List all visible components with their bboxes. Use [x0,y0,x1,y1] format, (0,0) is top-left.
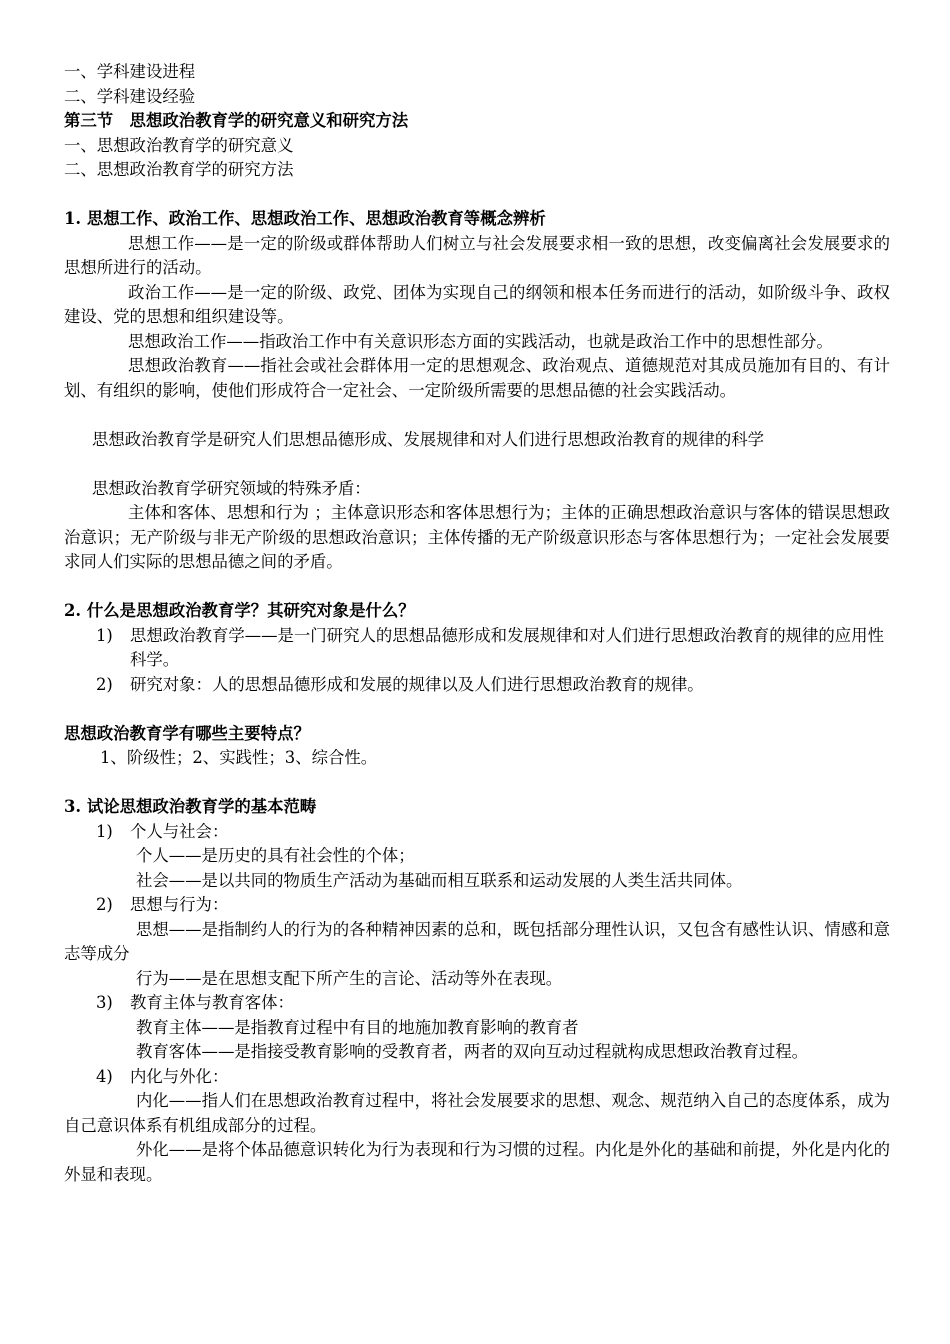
list-number: 2) [96,895,113,914]
list-number: 4) [96,1066,113,1086]
category-title: 思想与行为： [130,895,229,914]
category-line: 个人——是历史的具有社会性的个体； [136,846,415,865]
category-item [64,820,890,845]
definition-paragraph: 思想政治工作——指政治工作中有关意识形态方面的实践活动，也就是政治工作中的思想性部分。 [128,331,833,351]
category-line: 外化——是将个体品德意识转化为行为表现和行为习惯的过程。内化是外化的基础和前提，外化是内化的外显和表现。 [64,1140,890,1184]
category-item [64,991,890,1016]
list-text: 研究对象：人的思想品德形成和发展的规律以及人们进行思想政治教育的规律。 [130,674,704,694]
document-page [64,60,890,1187]
toc-line: 一、思想政治教育学的研究意义 [64,135,294,155]
definition-paragraph: 政治工作——是一定的阶级、政党、团体为实现自己的纲领和根本任务而进行的活动，如阶级斗争、政权建设、党的思想和组织建设等。 [64,282,890,326]
list-number: 3) [96,993,113,1012]
category-line: 社会——是以共同的物质生产活动为基础而相互联系和运动发展的人类生活共同体。 [136,870,743,890]
q2-heading: 2. 什么是思想政治教育学？其研究对象是什么？ [64,601,415,620]
list-item [64,624,890,673]
list-text: 思想政治教育学——是一门研究人的思想品德形成和发展规律和对人们进行思想政治教育的规律的应用性科学。 [130,625,884,669]
category-line: 教育主体——是指教育过程中有目的地施加教育影响的教育者 [136,1017,579,1037]
science-definition: 思想政治教育学是研究人们思想品德形成、发展规律和对人们进行思想政治教育的规律的科学 [92,429,765,449]
category-item [64,893,890,918]
features-text: 1、阶级性；2、实践性；3、综合性。 [100,748,378,767]
category-title: 教育主体与教育客体： [130,993,294,1012]
q1-heading: 1. 思想工作、政治工作、思想政治工作、思想政治教育等概念辨析 [64,209,546,228]
category-line: 内化——指人们在思想政治教育过程中，将社会发展要求的思想、观念、规范纳入自己的态度体系，成为自己意识体系有机组成部分的过程。 [64,1091,890,1135]
list-number: 1) [96,821,113,841]
section-heading: 第三节 思想政治教育学的研究意义和研究方法 [64,111,409,130]
q3-heading: 3. 试论思想政治教育学的基本范畴 [64,797,317,816]
list-number: 2) [96,674,113,694]
toc-line: 一、学科建设进程 [64,62,196,81]
category-title: 内化与外化： [130,1066,229,1086]
contradiction-title: 思想政治教育学研究领域的特殊矛盾： [92,478,371,498]
definition-paragraph: 思想工作——是一定的阶级或群体帮助人们树立与社会发展要求相一致的思想，改变偏离社会发展要求的思想所进行的活动。 [64,233,890,277]
list-item [64,673,890,698]
category-line: 行为——是在思想支配下所产生的言论、活动等外在表现。 [136,968,563,988]
contradiction-text: 主体和客体、思想和行为 ；主体意识形态和客体思想行为；主体的正确思想政治意识与客体的错误思想政治意识；无产阶级与非无产阶级的思想政治意识；主体传播的无产阶级意识形态与客体思想行为；一定社会发展要求同人们实际的思想品德之间的矛盾。 [64,503,890,571]
toc-line: 二、学科建设经验 [64,86,196,106]
features-heading: 思想政治教育学有哪些主要特点？ [64,723,310,743]
category-line: 教育客体——是指接受教育影响的受教育者，两者的双向互动过程就构成思想政治教育过程。 [136,1042,809,1061]
definition-paragraph: 思想政治教育——指社会或社会群体用一定的思想观念、政治观点、道德规范对其成员施加有目的、有计划、有组织的影响，使他们形成符合一定社会、一定阶级所需要的思想品德的社会实践活动。 [64,356,890,400]
list-number: 1) [96,625,113,645]
toc-line: 二、思想政治教育学的研究方法 [64,160,294,179]
category-item [64,1065,890,1090]
category-line: 思想——是指制约人的行为的各种精神因素的总和，既包括部分理性认识，又包含有感性认识、情感和意志等成分 [64,919,890,963]
category-title: 个人与社会： [130,821,229,841]
